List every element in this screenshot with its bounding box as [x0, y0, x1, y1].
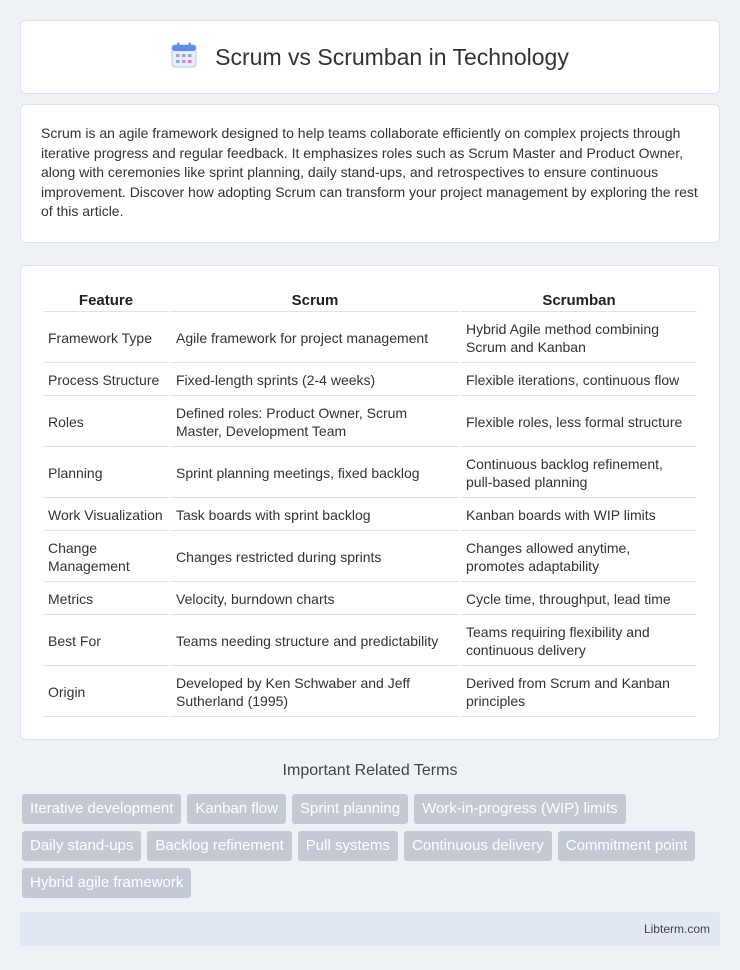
- table-row: [43, 584, 697, 615]
- table-row: [43, 668, 697, 717]
- table-row: [43, 365, 697, 396]
- page-header: [20, 20, 720, 94]
- page-title: Scrum vs Scrumban in Technology: [215, 43, 569, 70]
- table-row: [43, 449, 697, 498]
- table-cell-scrumban: Derived from Scrum and Kanban principles: [461, 668, 697, 717]
- table-cell-scrum: Task boards with sprint backlog: [171, 500, 459, 531]
- table-cell-feat: Roles: [43, 398, 169, 447]
- table-cell-scrumban: Kanban boards with WIP limits: [461, 500, 697, 531]
- table-cell-feat: Change Management: [43, 533, 169, 582]
- table-cell-feat: Framework Type: [43, 314, 169, 363]
- related-term-tag[interactable]: Commitment point: [558, 831, 696, 861]
- column-header: Scrum: [171, 288, 459, 312]
- intro-card: [20, 104, 720, 243]
- related-terms-list: [22, 794, 718, 898]
- related-term-tag[interactable]: Iterative development: [22, 794, 181, 824]
- table-cell-scrumban: Flexible iterations, continuous flow: [461, 365, 697, 396]
- table-cell-scrum: Defined roles: Product Owner, Scrum Master, Development Team: [171, 398, 459, 447]
- table-row: [43, 314, 697, 363]
- column-header: Feature: [43, 288, 169, 312]
- footer: [20, 912, 720, 946]
- table-cell-scrum: Changes restricted during sprints: [171, 533, 459, 582]
- table-cell-scrum: Agile framework for project management: [171, 314, 459, 363]
- table-cell-scrum: Developed by Ken Schwaber and Jeff Sutherland (1995): [171, 668, 459, 717]
- table-row: [43, 617, 697, 666]
- table-cell-scrumban: Continuous backlog refinement, pull-based planning: [461, 449, 697, 498]
- table-row: [43, 500, 697, 531]
- related-terms-title: Important Related Terms: [282, 761, 458, 779]
- table-cell-scrum: Sprint planning meetings, fixed backlog: [171, 449, 459, 498]
- column-header: Scrumban: [461, 288, 697, 312]
- related-term-tag[interactable]: Daily stand-ups: [22, 831, 141, 861]
- table-cell-scrumban: Flexible roles, less formal structure: [461, 398, 697, 447]
- related-term-tag[interactable]: Kanban flow: [187, 794, 286, 824]
- table-cell-scrum: Teams needing structure and predictability: [171, 617, 459, 666]
- table-cell-feat: Process Structure: [43, 365, 169, 396]
- related-term-tag[interactable]: Pull systems: [298, 831, 398, 861]
- table-row: [43, 398, 697, 447]
- table-cell-scrum: Fixed-length sprints (2-4 weeks): [171, 365, 459, 396]
- footer-brand[interactable]: Libterm.com: [643, 921, 710, 936]
- table-cell-scrumban: Hybrid Agile method combining Scrum and Kanban: [461, 314, 697, 363]
- table-cell-feat: Best For: [43, 617, 169, 666]
- calendar-icon: [171, 42, 197, 73]
- comparison-table: [41, 286, 699, 719]
- related-term-tag[interactable]: Work-in-progress (WIP) limits: [414, 794, 626, 824]
- table-cell-scrumban: Cycle time, throughput, lead time: [461, 584, 697, 615]
- table-cell-scrumban: Teams requiring flexibility and continuous delivery: [461, 617, 697, 666]
- related-term-tag[interactable]: Hybrid agile framework: [22, 868, 191, 898]
- related-term-tag[interactable]: Backlog refinement: [147, 831, 291, 861]
- related-term-tag[interactable]: Sprint planning: [292, 794, 408, 824]
- table-cell-scrumban: Changes allowed anytime, promotes adaptability: [461, 533, 697, 582]
- table-cell-feat: Origin: [43, 668, 169, 717]
- table-cell-scrum: Velocity, burndown charts: [171, 584, 459, 615]
- comparison-card: [20, 265, 720, 740]
- table-cell-feat: Work Visualization: [43, 500, 169, 531]
- table-cell-feat: Metrics: [43, 584, 169, 615]
- table-cell-feat: Planning: [43, 449, 169, 498]
- table-row: [43, 533, 697, 582]
- table-header-row: [43, 288, 697, 312]
- intro-text: Scrum is an agile framework designed to help teams collaborate efficiently on complex projects through iterative progress and regular feedback. It emphasizes roles such as Scrum Master and Product Owner, along with ceremonies like sprint planning, daily stand-ups, and retrospectives to ensure continuous improvement. Discover how adopting Scrum can transform your project management by exploring the rest of this article.: [41, 125, 698, 220]
- related-term-tag[interactable]: Continuous delivery: [404, 831, 552, 861]
